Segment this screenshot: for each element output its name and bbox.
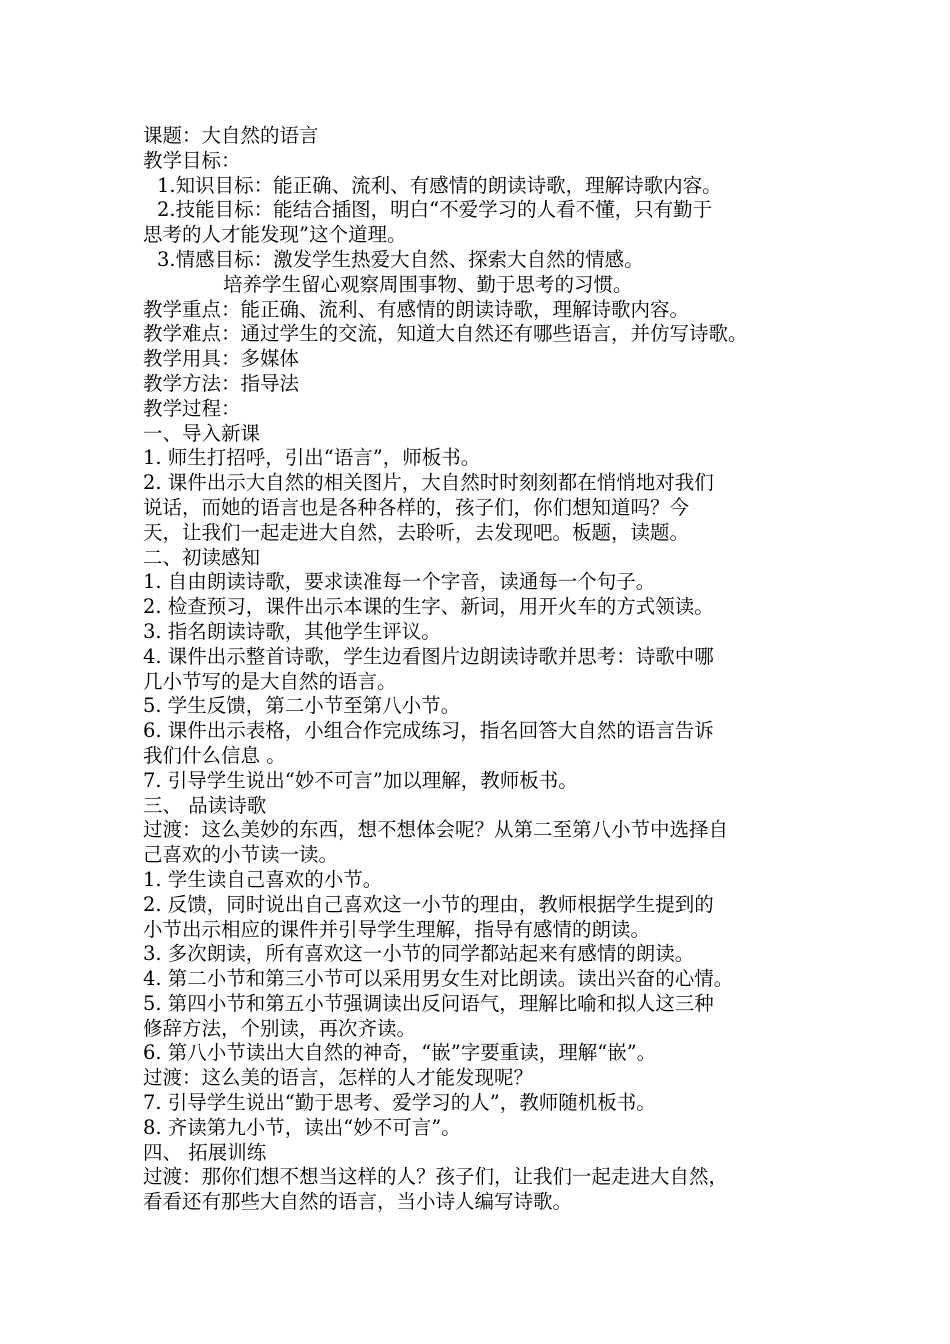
first-reading-step-1: 1. 自由朗读诗歌，要求读准每一个字音，读通每一个句子。 bbox=[143, 570, 656, 594]
close-reading-step-5: 5. 第四小节和第五小节强调读出反问语气，理解比喻和拟人这三种 bbox=[143, 991, 714, 1015]
lesson-plan-document bbox=[143, 124, 833, 1215]
intro-step-1: 1. 师生打招呼，引出“语言”，师板书。 bbox=[143, 446, 481, 470]
part-heading-extension: 四、 拓展训练 bbox=[143, 1140, 267, 1164]
first-reading-step-6-continued: 我们什么信息 。 bbox=[143, 743, 286, 767]
first-reading-step-5: 5. 学生反馈，第二小节至第八小节。 bbox=[143, 694, 461, 718]
close-reading-step-7: 7. 引导学生说出“勤于思考、爱学习的人”，教师随机板书。 bbox=[143, 1091, 656, 1115]
first-reading-step-7: 7. 引导学生说出“妙不可言”加以理解，教师板书。 bbox=[143, 768, 578, 792]
transition-1-continued: 己喜欢的小节读一读。 bbox=[143, 843, 339, 867]
lesson-title: 课题：大自然的语言 bbox=[143, 124, 319, 147]
transition-3-continued: 看看还有那些大自然的语言，当小诗人编写诗歌。 bbox=[143, 1190, 573, 1214]
goal-emotion: 3.情感目标：激发学生热爱大自然、探索大自然的情感。 bbox=[157, 247, 644, 271]
part-heading-first-reading: 二、初读感知 bbox=[143, 545, 261, 569]
intro-step-2-continued-2: 天，让我们一起走进大自然，去聆听，去发现吧。板题，读题。 bbox=[143, 520, 690, 544]
close-reading-step-2: 2. 反馈，同时说出自己喜欢这一小节的理由，教师根据学生提到的 bbox=[143, 892, 714, 916]
close-reading-step-2-continued: 小节出示相应的课件并引导学生理解，指导有感情的朗读。 bbox=[143, 917, 651, 941]
teaching-tools: 教学用具：多媒体 bbox=[143, 347, 300, 371]
first-reading-step-4: 4. 课件出示整首诗歌，学生边看图片边朗读诗歌并思考：诗歌中哪 bbox=[143, 644, 714, 668]
close-reading-step-8: 8. 齐读第九小节，读出“妙不可言”。 bbox=[143, 1115, 461, 1139]
section-heading-goals: 教学目标： bbox=[143, 148, 241, 172]
difficult-point: 教学难点：通过学生的交流，知道大自然还有哪些语言，并仿写诗歌。 bbox=[143, 322, 748, 346]
transition-2: 过渡：这么美的语言，怎样的人才能发现呢？ bbox=[143, 1066, 534, 1090]
close-reading-step-1: 1. 学生读自己喜欢的小节。 bbox=[143, 867, 383, 891]
intro-step-2-continued: 说话，而她的语言也是各种各样的，孩子们，你们想知道吗？今 bbox=[143, 495, 690, 519]
part-heading-close-reading: 三、 品读诗歌 bbox=[143, 793, 267, 817]
transition-1: 过渡：这么美妙的东西，想不想体会呢？从第二至第八小节中选择自 bbox=[143, 818, 729, 842]
first-reading-step-3: 3. 指名朗读诗歌，其他学生评议。 bbox=[143, 619, 441, 643]
goal-knowledge: 1.知识目标：能正确、流利、有感情的朗读诗歌，理解诗歌内容。 bbox=[157, 173, 722, 197]
close-reading-step-6: 6. 第八小节读出大自然的神奇，“嵌”字要重读，理解“嵌”。 bbox=[143, 1041, 657, 1065]
section-heading-process: 教学过程： bbox=[143, 396, 241, 420]
close-reading-step-5-continued: 修辞方法，个别读，再次齐读。 bbox=[143, 1016, 417, 1040]
goal-skill-continued: 思考的人才能发现”这个道理。 bbox=[143, 223, 407, 247]
part-heading-intro: 一、导入新课 bbox=[143, 421, 261, 445]
first-reading-step-6: 6. 课件出示表格，小组合作完成练习，指名回答大自然的语言告诉 bbox=[143, 719, 714, 743]
teaching-method: 教学方法：指导法 bbox=[143, 371, 300, 395]
intro-step-2: 2. 课件出示大自然的相关图片，大自然时时刻刻都在悄悄地对我们 bbox=[143, 471, 714, 495]
goal-skill: 2.技能目标：能结合插图，明白“不爱学习的人看不懂，只有勤于 bbox=[157, 198, 713, 222]
first-reading-step-4-continued: 几小节写的是大自然的语言。 bbox=[143, 669, 397, 693]
key-point: 教学重点：能正确、流利、有感情的朗读诗歌，理解诗歌内容。 bbox=[143, 297, 690, 321]
first-reading-step-2: 2. 检查预习，课件出示本课的生字、新词，用开火车的方式领读。 bbox=[143, 595, 714, 619]
goal-emotion-continued: 培养学生留心观察周围事物、勤于思考的习惯。 bbox=[223, 272, 633, 296]
close-reading-step-3: 3. 多次朗读，所有喜欢这一小节的同学都站起来有感情的朗读。 bbox=[143, 942, 695, 966]
transition-3: 过渡：那你们想不想当这样的人？孩子们，让我们一起走进大自然， bbox=[143, 1165, 729, 1189]
close-reading-step-4: 4. 第二小节和第三小节可以采用男女生对比朗读。读出兴奋的心情。 bbox=[143, 967, 734, 991]
